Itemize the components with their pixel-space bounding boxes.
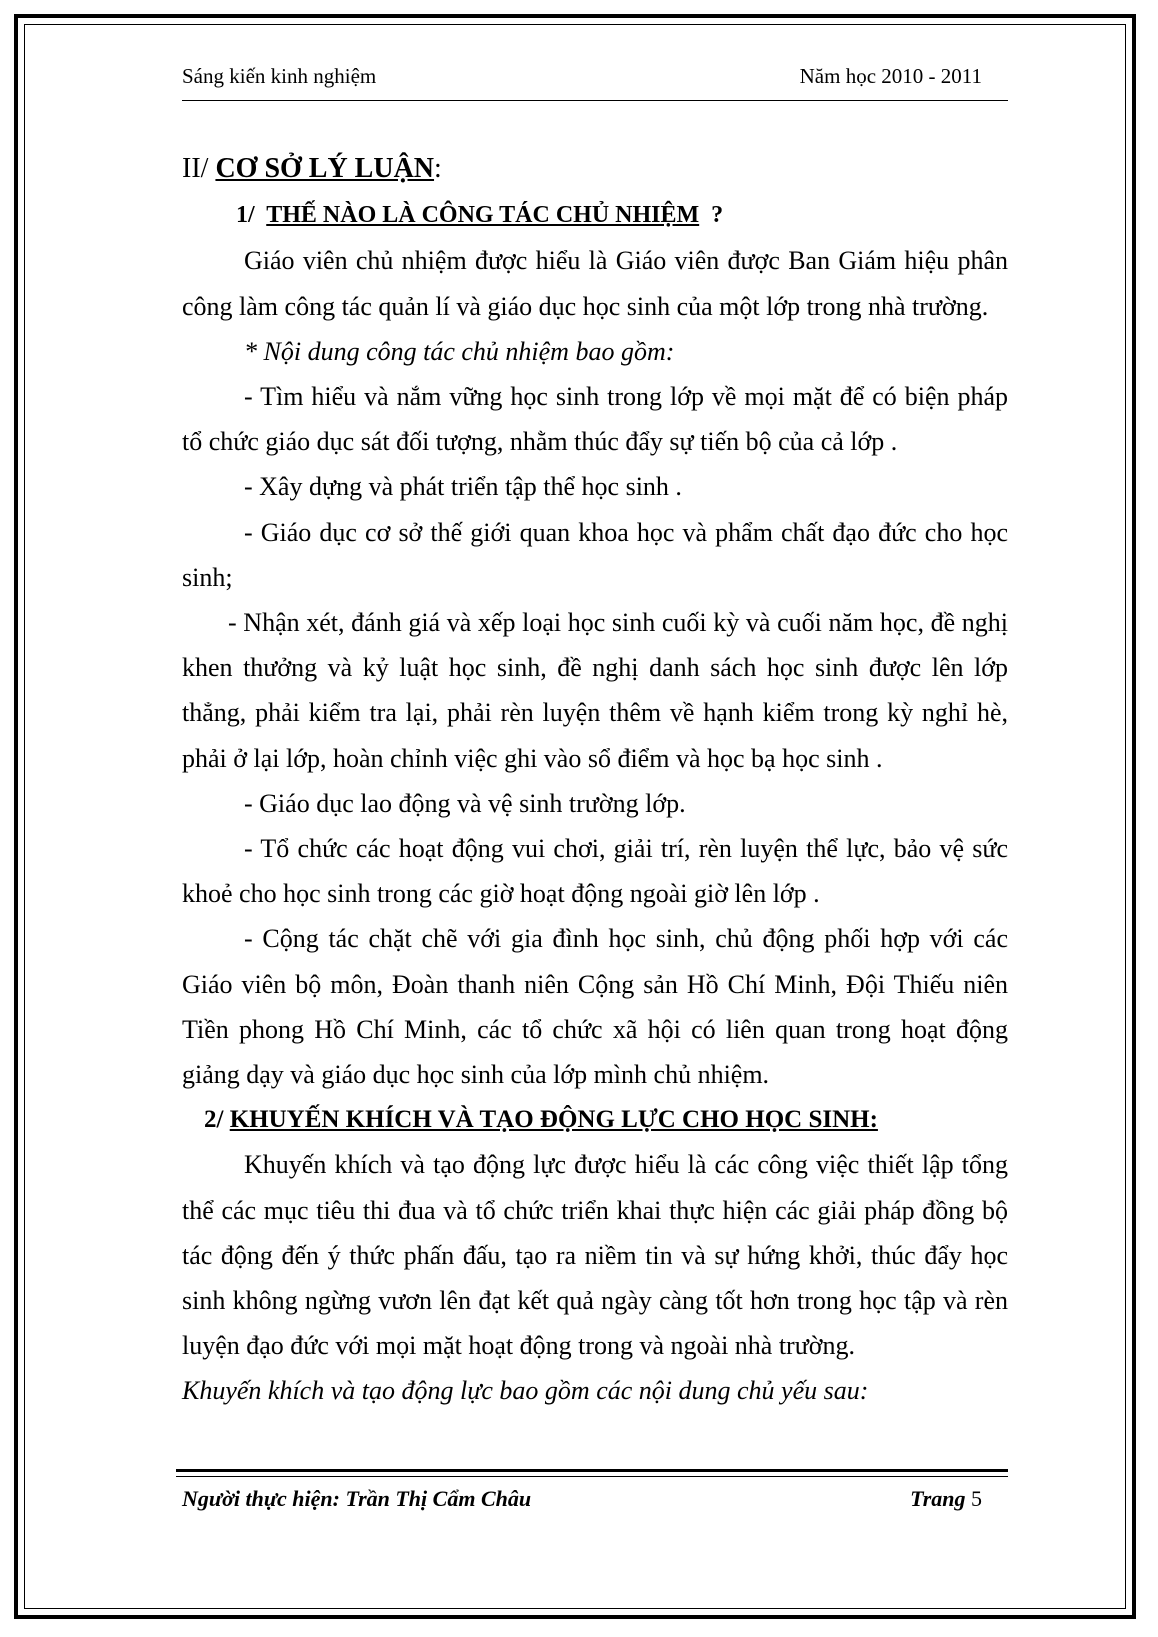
footer-rule-thin xyxy=(176,1476,1008,1477)
list-item: - Tìm hiểu và nắm vững học sinh trong lớp về mọi mặt để có biện pháp tổ chức giáo dục sát đối tượng, nhằm thúc đẩy sự tiến bộ của cả lớp . xyxy=(182,382,1008,457)
subheading-2-title: KHUYẾN KHÍCH VÀ TẠO ĐỘNG LỰC CHO HỌC SINH: xyxy=(229,1106,878,1134)
list-item: - Tổ chức các hoạt động vui chơi, giải trí, rèn luyện thể lực, bảo vệ sức khoẻ cho học sinh trong các giờ hoạt động ngoài giờ lên lớp . xyxy=(182,834,1008,909)
header-rule xyxy=(182,100,1008,101)
subheading-2 xyxy=(182,1097,1008,1142)
subheading-1-title: THẾ NÀO LÀ CÔNG TÁC CHỦ NHIỆM xyxy=(266,202,700,229)
section-heading xyxy=(182,146,1008,191)
list-item: - Giáo dục cơ sở thế giới quan khoa học và phẩm chất đạo đức cho học sinh; xyxy=(182,517,1008,592)
list-item: - Xây dựng và phát triển tập thể học sinh . xyxy=(244,472,682,502)
list-item: - Nhận xét, đánh giá và xếp loại học sinh cuối kỳ và cuối năm học, đề nghị khen thưởng và kỷ luật học sinh, đề nghị danh sách học sinh được lên lớp thẳng, phải kiểm tra lại, phải rèn luyện thêm về hạnh kiểm trong kỳ nghỉ hè, phải ở lại lớp, hoàn chỉnh việc ghi vào sổ điểm và học bạ học sinh . xyxy=(182,608,1008,773)
footer-rule-thick xyxy=(176,1469,1008,1472)
list-item: - Cộng tác chặt chẽ với gia đình học sinh, chủ động phối hợp với các Giáo viên bộ môn, Đoàn thanh niên Cộng sản Hồ Chí Minh, Đội Thiếu niên Tiền phong Hồ Chí Minh, các tổ chức xã hội có liên quan trong hoạt động giảng dạy và giáo dục học sinh của lớp mình chủ nhiệm. xyxy=(182,924,1008,1090)
subheading-1-suffix: ? xyxy=(699,202,724,229)
list-item: - Giáo dục lao động và vệ sinh trường lớp. xyxy=(244,788,686,818)
section-prefix: II/ xyxy=(182,153,216,184)
page-header xyxy=(182,64,982,89)
section-suffix: : xyxy=(434,153,442,184)
content-lead xyxy=(182,329,1008,374)
header-right: Năm học 2010 - 2011 xyxy=(799,64,982,88)
footer-author: Người thực hiện: Trần Thị Cẩm Châu xyxy=(182,1486,532,1511)
header-left: Sáng kiến kinh nghiệm xyxy=(182,64,377,88)
footer-page xyxy=(910,1486,982,1512)
subheading-1 xyxy=(182,193,1008,238)
subheading-2-prefix: 2/ xyxy=(204,1106,230,1134)
content-lead-text: * Nội dung công tác chủ nhiệm bao gồm: xyxy=(244,336,675,366)
subheading-1-prefix: 1/ xyxy=(236,202,267,229)
footer-page-label: Trang xyxy=(910,1486,966,1511)
paragraph: Giáo viên chủ nhiệm được hiểu là Giáo viên được Ban Giám hiệu phân công làm công tác quản lí và giáo dục học sinh của một lớp trong nhà trường. xyxy=(182,246,1008,321)
page-footer xyxy=(182,1486,982,1512)
paragraph: Khuyến khích và tạo động lực được hiểu là các công việc thiết lập tổng thể các mục tiêu thi đua và tổ chức triển khai thực hiện các giải pháp đồng bộ tác động đến ý thức phấn đấu, tạo ra niềm tin và sự hứng khởi, thúc đẩy học sinh không ngừng vươn lên đạt kết quả ngày càng tốt hơn trong học tập và rèn luyện đạo đức với mọi mặt hoạt động trong và ngoài nhà trường. xyxy=(182,1150,1008,1361)
document-body xyxy=(182,146,1008,1414)
footer-page-number: 5 xyxy=(971,1486,982,1511)
italic-lead: Khuyến khích và tạo động lực bao gồm các nội dung chủ yếu sau: xyxy=(182,1376,869,1406)
section-title: CƠ SỞ LÝ LUẬN xyxy=(215,153,435,184)
